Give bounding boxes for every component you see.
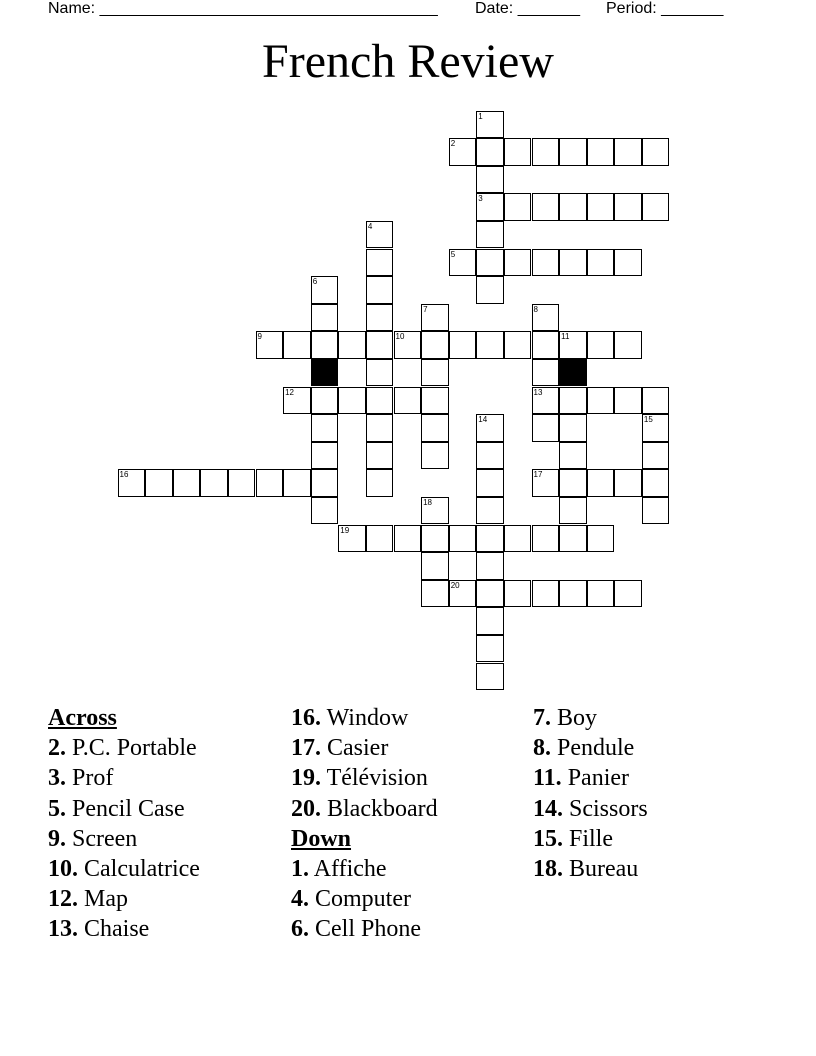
- crossword-cell[interactable]: [642, 193, 670, 221]
- clue-text: P.C. Portable: [72, 735, 197, 762]
- crossword-cell[interactable]: [366, 359, 394, 387]
- clue-number: 2.: [48, 735, 66, 762]
- date-field[interactable]: Date: _______: [475, 0, 580, 17]
- crossword-cell[interactable]: [311, 469, 339, 497]
- crossword-cell[interactable]: [614, 331, 642, 359]
- crossword-cell[interactable]: [421, 525, 449, 553]
- crossword-cell[interactable]: [476, 442, 504, 470]
- crossword-cell[interactable]: [366, 304, 394, 332]
- crossword-cell[interactable]: [587, 525, 615, 553]
- crossword-cell[interactable]: [394, 387, 422, 415]
- cell-number: 20: [450, 580, 460, 590]
- crossword-cell[interactable]: [311, 497, 339, 525]
- crossword-cell[interactable]: [642, 387, 670, 415]
- clue-number: 3.: [48, 765, 66, 792]
- crossword-cell[interactable]: [421, 497, 449, 525]
- clue-number: 4.: [291, 886, 309, 913]
- clue-number: 20.: [291, 795, 321, 822]
- crossword-cell[interactable]: [476, 111, 504, 139]
- crossword-cell[interactable]: [476, 414, 504, 442]
- clue-number: 19.: [291, 765, 321, 792]
- crossword-cell[interactable]: [366, 249, 394, 277]
- crossword-cell[interactable]: [421, 580, 449, 608]
- crossword-cell[interactable]: [532, 304, 560, 332]
- crossword-cell[interactable]: [311, 331, 339, 359]
- clue-text: Scissors: [569, 795, 648, 822]
- crossword-cell[interactable]: [614, 469, 642, 497]
- clues-column-2: [291, 703, 438, 945]
- crossword-cell[interactable]: [421, 552, 449, 580]
- clue-text: Window: [326, 705, 409, 731]
- clue-text: Casier: [327, 735, 389, 762]
- clue-across-5: [48, 794, 200, 824]
- cell-number: 18: [423, 497, 432, 507]
- crossword-cell[interactable]: [311, 414, 339, 442]
- clue-number: 15.: [533, 825, 563, 852]
- cell-number: 3: [478, 194, 483, 204]
- crossword-cell[interactable]: [614, 580, 642, 608]
- crossword-cell[interactable]: [476, 276, 504, 304]
- crossword-cell[interactable]: [311, 442, 339, 470]
- name-field[interactable]: Name: ______________________________________: [48, 0, 438, 17]
- clue-across-19: [291, 763, 438, 793]
- crossword-cell[interactable]: [311, 387, 339, 415]
- clue-text: Fille: [569, 825, 614, 852]
- crossword-cell[interactable]: [559, 414, 587, 442]
- clue-number: 18.: [533, 856, 563, 883]
- crossword-cell[interactable]: [366, 525, 394, 553]
- crossword-cell[interactable]: [421, 387, 449, 415]
- crossword-cell[interactable]: [532, 193, 560, 221]
- crossword-cell[interactable]: [476, 331, 504, 359]
- crossword-cell[interactable]: [476, 193, 504, 221]
- crossword-cell[interactable]: [311, 276, 339, 304]
- crossword-cell[interactable]: [587, 580, 615, 608]
- crossword-cell[interactable]: [449, 525, 477, 553]
- clue-text: Télévision: [326, 765, 428, 792]
- cell-number: 2: [450, 139, 456, 149]
- cell-number: 19: [340, 525, 350, 535]
- crossword-cell[interactable]: [145, 469, 173, 497]
- crossword-cell[interactable]: [559, 580, 587, 608]
- crossword-cell[interactable]: [504, 193, 532, 221]
- clue-text: Blackboard: [327, 795, 438, 822]
- crossword-cell[interactable]: [532, 138, 560, 166]
- clue-across-2: [48, 733, 200, 763]
- crossword-cell[interactable]: [587, 249, 615, 277]
- crossword-cell[interactable]: [476, 552, 504, 580]
- crossword-cell[interactable]: [366, 331, 394, 359]
- clue-text: Map: [84, 886, 128, 913]
- clue-down-18: [533, 854, 648, 884]
- crossword-cell[interactable]: [338, 331, 366, 359]
- crossword-cell[interactable]: [642, 414, 670, 442]
- crossword-cell[interactable]: [421, 414, 449, 442]
- crossword-cell[interactable]: [394, 525, 422, 553]
- cell-number: 14: [478, 415, 488, 425]
- cell-number: 5: [450, 249, 456, 259]
- clue-number: 6.: [291, 916, 309, 943]
- clue-number: 11.: [533, 765, 562, 792]
- crossword-cell[interactable]: [587, 331, 615, 359]
- crossword-cell[interactable]: [476, 469, 504, 497]
- crossword-cell[interactable]: [421, 331, 449, 359]
- page-title: French Review: [262, 35, 554, 88]
- clue-down-4: [291, 884, 438, 914]
- clue-across-20: [291, 794, 438, 824]
- crossword-cell[interactable]: [421, 359, 449, 387]
- crossword-cell[interactable]: [559, 193, 587, 221]
- clue-down-8: [533, 733, 648, 763]
- crossword-cell[interactable]: [449, 580, 477, 608]
- crossword-cell[interactable]: [476, 663, 504, 691]
- crossword-cell[interactable]: [256, 469, 284, 497]
- crossword-cell[interactable]: [587, 138, 615, 166]
- cell-number: 9: [257, 332, 262, 342]
- crossword-cell[interactable]: [118, 469, 146, 497]
- crossword-cell[interactable]: [476, 525, 504, 553]
- crossword-cell[interactable]: [283, 331, 311, 359]
- crossword-cell[interactable]: [504, 249, 532, 277]
- clue-text: Boy: [557, 705, 598, 731]
- clue-number: 14.: [533, 795, 563, 822]
- crossword-cell[interactable]: [587, 469, 615, 497]
- crossword-cell[interactable]: [614, 138, 642, 166]
- crossword-cell[interactable]: [311, 304, 339, 332]
- period-field[interactable]: Period: _______: [606, 0, 724, 17]
- cell-number: 11: [561, 332, 570, 342]
- crossword-cell[interactable]: [366, 414, 394, 442]
- clue-across-12: [48, 884, 200, 914]
- clue-text: Cell Phone: [315, 916, 421, 943]
- clues-column-3: [533, 703, 648, 884]
- clues-column-1: [48, 703, 200, 945]
- crossword-cell[interactable]: [476, 166, 504, 194]
- crossword-cell[interactable]: [532, 359, 560, 387]
- cell-number: 1: [478, 111, 483, 121]
- crossword-cell[interactable]: [642, 138, 670, 166]
- crossword-cell[interactable]: [532, 580, 560, 608]
- crossword-cell[interactable]: [559, 249, 587, 277]
- crossword-cell[interactable]: [642, 497, 670, 525]
- crossword-cell[interactable]: [283, 387, 311, 415]
- clue-number: 13.: [48, 916, 78, 943]
- clue-text: Screen: [72, 825, 138, 852]
- blocked-cell: [559, 359, 587, 387]
- crossword-cell[interactable]: [532, 525, 560, 553]
- crossword-cell[interactable]: [559, 442, 587, 470]
- clue-number: 5.: [48, 795, 66, 822]
- clue-down-1: [291, 854, 438, 884]
- crossword-cell[interactable]: [366, 442, 394, 470]
- clue-text: Chaise: [84, 916, 150, 943]
- clue-number: 8.: [533, 735, 551, 762]
- clue-text: Affiche: [313, 856, 387, 883]
- cell-number: 15: [643, 415, 653, 425]
- crossword-cell[interactable]: [504, 331, 532, 359]
- crossword-cell[interactable]: [559, 138, 587, 166]
- clue-number: 1.: [291, 856, 309, 883]
- crossword-cell[interactable]: [559, 387, 587, 415]
- crossword-cell[interactable]: [614, 193, 642, 221]
- crossword-cell[interactable]: [338, 525, 366, 553]
- clue-text: Computer: [315, 886, 411, 913]
- crossword-cell[interactable]: [614, 387, 642, 415]
- crossword-cell[interactable]: [394, 331, 422, 359]
- crossword-cell[interactable]: [559, 331, 587, 359]
- clue-number: 17.: [291, 735, 321, 762]
- clue-across-13: [48, 914, 200, 944]
- clue-across-3: [48, 763, 200, 793]
- crossword-cell[interactable]: [476, 249, 504, 277]
- crossword-cell[interactable]: [476, 580, 504, 608]
- cell-number: 16: [119, 470, 129, 480]
- clue-number: 9.: [48, 825, 66, 852]
- crossword-cell[interactable]: [642, 469, 670, 497]
- clue-down-14: [533, 794, 648, 824]
- crossword-cell[interactable]: [476, 138, 504, 166]
- blocked-cell: [311, 359, 339, 387]
- clue-down-15: [533, 824, 648, 854]
- crossword-cell[interactable]: [559, 525, 587, 553]
- across-heading: Across: [48, 705, 117, 731]
- crossword-cell[interactable]: [366, 387, 394, 415]
- crossword-cell[interactable]: [449, 331, 477, 359]
- crossword-cell[interactable]: [559, 469, 587, 497]
- crossword-cell[interactable]: [366, 221, 394, 249]
- clue-text: Bureau: [569, 856, 639, 883]
- clue-across-16: [291, 703, 438, 733]
- crossword-cell[interactable]: [200, 469, 228, 497]
- crossword-cell[interactable]: [476, 221, 504, 249]
- crossword-cell[interactable]: [532, 469, 560, 497]
- crossword-cell[interactable]: [504, 525, 532, 553]
- crossword-cell[interactable]: [532, 249, 560, 277]
- crossword-cell[interactable]: [504, 138, 532, 166]
- crossword-cell[interactable]: [421, 442, 449, 470]
- crossword-cell[interactable]: [614, 249, 642, 277]
- clue-across-9: [48, 824, 200, 854]
- crossword-cell[interactable]: [283, 469, 311, 497]
- crossword-cell[interactable]: [449, 138, 477, 166]
- clue-across-10: [48, 854, 200, 884]
- crossword-cell[interactable]: [532, 387, 560, 415]
- crossword-cell[interactable]: [476, 607, 504, 635]
- cell-number: 12: [285, 387, 294, 397]
- crossword-cell[interactable]: [587, 387, 615, 415]
- clue-down-6: [291, 914, 438, 944]
- clue-text: Panier: [567, 765, 629, 792]
- cell-number: 10: [395, 332, 405, 342]
- clue-down-11: [533, 763, 648, 793]
- crossword-cell[interactable]: [476, 635, 504, 663]
- crossword-cell[interactable]: [476, 497, 504, 525]
- cell-number: 7: [423, 304, 428, 314]
- crossword-cell[interactable]: [256, 331, 284, 359]
- cell-number: 6: [312, 277, 318, 287]
- crossword-cell[interactable]: [366, 276, 394, 304]
- clue-number: 12.: [48, 886, 78, 913]
- crossword-cell[interactable]: [366, 469, 394, 497]
- clue-across-17: [291, 733, 438, 763]
- clue-down-7: [533, 703, 648, 733]
- crossword-cell[interactable]: [532, 331, 560, 359]
- clue-number: 16.: [291, 705, 321, 731]
- clue-number: 7.: [533, 705, 551, 731]
- crossword-cell[interactable]: [532, 414, 560, 442]
- clue-text: Calculatrice: [84, 856, 200, 883]
- cell-number: 8: [533, 304, 538, 314]
- crossword-cell[interactable]: [173, 469, 201, 497]
- cell-number: 13: [533, 387, 543, 397]
- crossword-cell[interactable]: [421, 304, 449, 332]
- clue-text: Pencil Case: [72, 795, 185, 822]
- down-heading: Down: [291, 825, 352, 852]
- crossword-cell[interactable]: [449, 249, 477, 277]
- clue-number: 10.: [48, 856, 78, 883]
- crossword-cell[interactable]: [587, 193, 615, 221]
- crossword-cell[interactable]: [559, 497, 587, 525]
- crossword-cell[interactable]: [228, 469, 256, 497]
- crossword-cell[interactable]: [642, 442, 670, 470]
- clue-text: Prof: [72, 765, 114, 792]
- crossword-cell[interactable]: [338, 387, 366, 415]
- clue-text: Pendule: [557, 735, 635, 762]
- cell-number: 4: [367, 221, 373, 231]
- cell-number: 17: [533, 470, 543, 480]
- crossword-cell[interactable]: [504, 580, 532, 608]
